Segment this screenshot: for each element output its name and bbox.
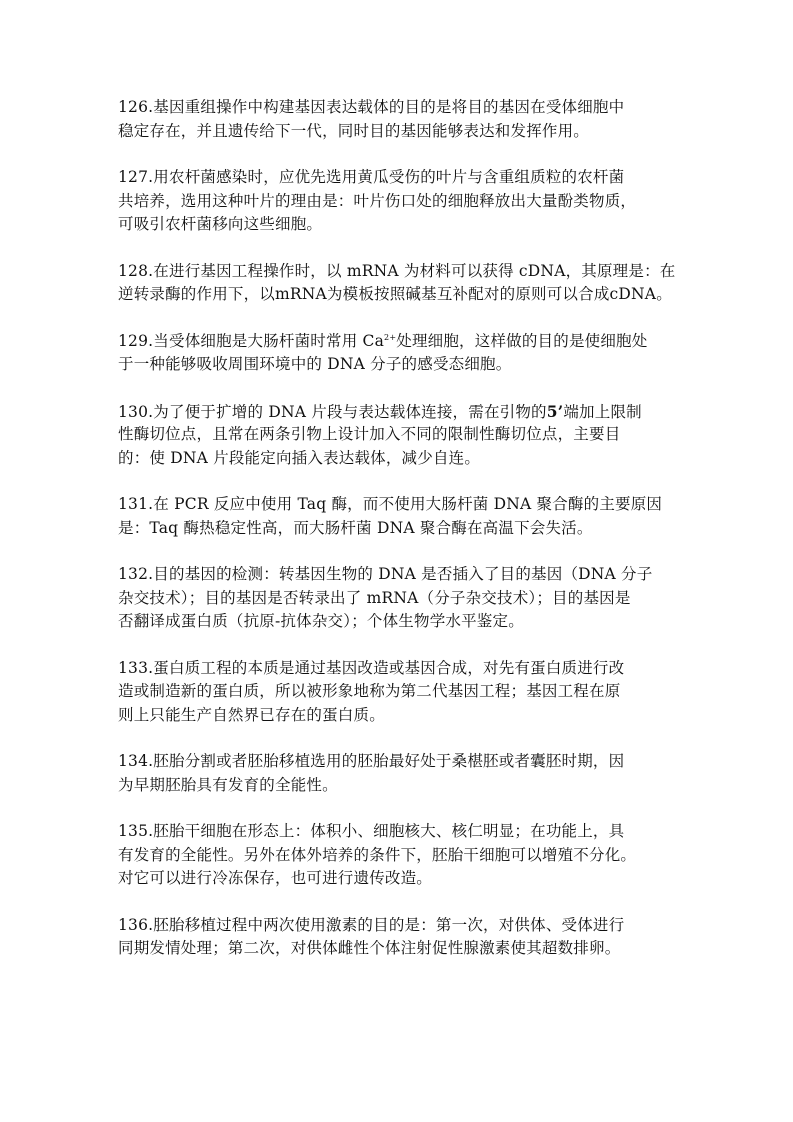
paragraph-127 <box>118 166 688 237</box>
paragraph-126 <box>118 96 688 143</box>
text-segment: 处理细胞，这样做的目的是使细胞处 <box>396 331 648 350</box>
paragraph-132 <box>118 563 688 634</box>
text-line: 136.胚胎移植过程中两次使用激素的目的是：第一次，对供体、受体进行 <box>118 915 625 934</box>
paragraph-134 <box>118 750 688 797</box>
text-segment: 端加上限制 <box>563 402 642 421</box>
text-line: 133.蛋白质工程的本质是通过基因改造或基因合成，对先有蛋白质进行改 <box>118 658 625 677</box>
text-line: 135.胚胎干细胞在形态上：体积小、细胞核大、核仁明显；在功能上，具 <box>118 822 625 840</box>
text-line: 的：使 DNA 片段能定向插入表达载体，减少自连。 <box>118 448 481 467</box>
text-line: 稳定存在，并且遗传给下一代，同时目的基因能够表达和发挥作用。 <box>118 121 590 140</box>
text-line: 对它可以进行冷冻保存，也可进行遗传改造。 <box>118 869 433 887</box>
text-line: 为早期胚胎具有发育的全能性。 <box>118 775 338 794</box>
text-line: 共培养，选用这种叶片的理由是：叶片伤口处的细胞释放出大量酚类物质， <box>118 191 637 210</box>
text-line <box>118 400 688 424</box>
paragraph-131 <box>118 493 688 540</box>
text-line: 134.胚胎分割或者胚胎移植选用的胚胎最好处于桑椹胚或者囊胚时期，因 <box>118 752 625 770</box>
text-line: 127.用农杆菌感染时，应优先选用黄瓜受伤的叶片与含重组质粒的农杆菌 <box>118 168 625 186</box>
text-line: 同期发情处理；第二次，对供体雌性个体注射促性腺激素使其超数排卵。 <box>118 939 621 957</box>
text-line: 逆转录酶的作用下，以mRNA为模板按照碱基互补配对的原则可以合成cDNA。 <box>118 285 672 303</box>
text-line: 性酶切位点，且常在两条引物上设计加入不同的限制性酶切位点，主要目 <box>118 425 621 443</box>
paragraph-135 <box>118 820 688 891</box>
text-segment: 129.当受体细胞是大肠杆菌时常用 Ca <box>118 331 385 350</box>
text-line: 否翻译成蛋白质（抗原-抗体杂交）；个体生物学水平鉴定。 <box>118 612 524 630</box>
text-line: 132.目的基因的检测：转基因生物的 DNA 是否插入了目的基因（DNA 分子 <box>118 565 653 583</box>
text-line: 131.在 PCR 反应中使用 Taq 酶，而不使用大肠杆菌 DNA 聚合酶的主要原因 <box>118 495 663 513</box>
text-line: 杂交技术）；目的基因是否转录出了 mRNA（分子杂交技术）；目的基因是 <box>118 588 631 607</box>
paragraph-130 <box>118 400 688 471</box>
text-line: 126.基因重组操作中构建基因表达载体的目的是将目的基因在受体细胞中 <box>118 98 625 116</box>
superscript-charge: 2+ <box>384 332 397 342</box>
text-line: 128.在进行基因工程操作时，以 mRNA 为材料可以获得 cDNA，其原理是：在 <box>118 261 676 280</box>
text-segment: 130.为了便于扩增的 DNA 片段与表达载体连接，需在引物的 <box>118 402 547 421</box>
paragraph-128 <box>118 260 688 307</box>
text-line: 则上只能生产自然界已存在的蛋白质。 <box>118 705 385 724</box>
text-line: 有发育的全能性。另外在体外培养的条件下，胚胎干细胞可以增殖不分化。 <box>118 845 637 864</box>
paragraph-136 <box>118 914 688 961</box>
text-line: 于一种能够吸收周围环境中的 DNA 分子的感受态细胞。 <box>118 355 512 373</box>
text-line: 是：Taq 酶热稳定性高，而大肠杆菌 DNA 聚合酶在高温下会失活。 <box>118 518 593 537</box>
text-line: 可吸引农杆菌移向这些细胞。 <box>118 215 323 233</box>
paragraph-133 <box>118 657 688 728</box>
document-page <box>118 96 688 984</box>
bold-text-5prime: 5’ <box>546 401 564 421</box>
text-line <box>118 330 688 354</box>
paragraph-129 <box>118 330 688 377</box>
text-line: 造或制造新的蛋白质，所以被形象地称为第二代基因工程；基因工程在原 <box>118 682 621 700</box>
